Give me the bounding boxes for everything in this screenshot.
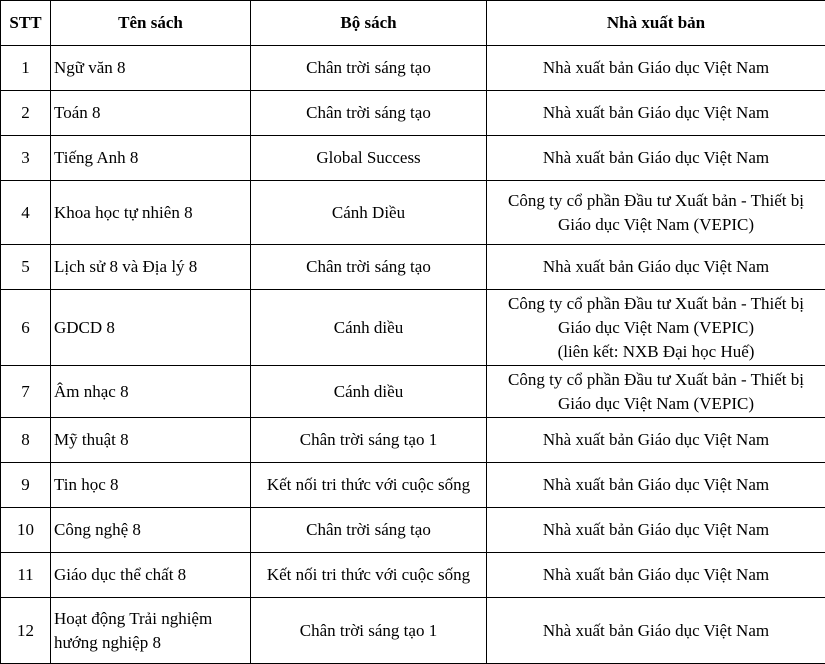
- table-row: [1, 245, 825, 290]
- book-name-line: GDCD 8: [54, 316, 248, 340]
- publisher-line: Nhà xuất bản Giáo dục Việt Nam: [489, 56, 823, 80]
- table-row: [1, 46, 825, 91]
- book-name-line: Mỹ thuật 8: [54, 428, 248, 452]
- book-name-line: Tin học 8: [54, 473, 248, 497]
- cell-book-series: Kết nối tri thức với cuộc sống: [251, 553, 487, 598]
- table-row: [1, 508, 825, 553]
- table-row: [1, 91, 825, 136]
- book-name-line: Khoa học tự nhiên 8: [54, 201, 248, 225]
- cell-book-series: Chân trời sáng tạo: [251, 245, 487, 290]
- cell-book-series: Global Success: [251, 136, 487, 181]
- cell-book-name: [51, 245, 251, 290]
- cell-book-name: [51, 553, 251, 598]
- cell-stt: 3: [1, 136, 51, 181]
- publisher-line: Nhà xuất bản Giáo dục Việt Nam: [489, 473, 823, 497]
- book-name-line: Giáo dục thể chất 8: [54, 563, 248, 587]
- table-row: [1, 366, 825, 418]
- cell-book-name: [51, 418, 251, 463]
- cell-stt: 4: [1, 181, 51, 245]
- header-row: [1, 1, 825, 46]
- table-row: [1, 418, 825, 463]
- table-row: [1, 136, 825, 181]
- publisher-line: Nhà xuất bản Giáo dục Việt Nam: [489, 619, 823, 643]
- book-name-line: Hoạt động Trải nghiệm: [54, 607, 248, 631]
- cell-book-series: Cánh diều: [251, 290, 487, 366]
- publisher-line: Nhà xuất bản Giáo dục Việt Nam: [489, 563, 823, 587]
- publisher-line: Giáo dục Việt Nam (VEPIC): [489, 316, 823, 340]
- cell-book-series: Chân trời sáng tạo: [251, 91, 487, 136]
- cell-book-name: [51, 136, 251, 181]
- cell-publisher: [487, 136, 825, 181]
- cell-book-series: Kết nối tri thức với cuộc sống: [251, 463, 487, 508]
- cell-book-name: [51, 91, 251, 136]
- cell-publisher: [487, 181, 825, 245]
- publisher-line: Công ty cổ phần Đầu tư Xuất bản - Thiết bị: [489, 292, 823, 316]
- cell-publisher: [487, 245, 825, 290]
- book-name-line: Âm nhạc 8: [54, 380, 248, 404]
- cell-book-name: [51, 508, 251, 553]
- publisher-line: Nhà xuất bản Giáo dục Việt Nam: [489, 101, 823, 125]
- table-row: [1, 290, 825, 366]
- cell-book-series: Chân trời sáng tạo: [251, 508, 487, 553]
- publisher-line: Công ty cổ phần Đầu tư Xuất bản - Thiết bị: [489, 368, 823, 392]
- book-name-line: Ngữ văn 8: [54, 56, 248, 80]
- cell-stt: 2: [1, 91, 51, 136]
- header-publisher: Nhà xuất bản: [487, 1, 825, 46]
- cell-publisher: [487, 91, 825, 136]
- cell-stt: 10: [1, 508, 51, 553]
- table-row: [1, 598, 825, 664]
- table-row: [1, 463, 825, 508]
- cell-book-name: [51, 366, 251, 418]
- table-row: [1, 181, 825, 245]
- cell-book-series: Cánh diều: [251, 366, 487, 418]
- cell-book-name: [51, 598, 251, 664]
- cell-publisher: [487, 366, 825, 418]
- book-name-line: hướng nghiệp 8: [54, 631, 248, 655]
- table-row: [1, 553, 825, 598]
- cell-publisher: [487, 463, 825, 508]
- cell-stt: 11: [1, 553, 51, 598]
- cell-book-series: Cánh Diều: [251, 181, 487, 245]
- cell-book-name: [51, 290, 251, 366]
- cell-book-series: Chân trời sáng tạo: [251, 46, 487, 91]
- cell-stt: 7: [1, 366, 51, 418]
- cell-publisher: [487, 508, 825, 553]
- cell-stt: 8: [1, 418, 51, 463]
- cell-book-name: [51, 46, 251, 91]
- book-name-line: Tiếng Anh 8: [54, 146, 248, 170]
- cell-stt: 5: [1, 245, 51, 290]
- publisher-line: Giáo dục Việt Nam (VEPIC): [489, 392, 823, 416]
- publisher-line: Nhà xuất bản Giáo dục Việt Nam: [489, 428, 823, 452]
- cell-stt: 6: [1, 290, 51, 366]
- cell-publisher: [487, 553, 825, 598]
- publisher-line: Nhà xuất bản Giáo dục Việt Nam: [489, 518, 823, 542]
- book-name-line: Công nghệ 8: [54, 518, 248, 542]
- cell-publisher: [487, 46, 825, 91]
- publisher-line: (liên kết: NXB Đại học Huế): [489, 340, 823, 364]
- publisher-line: Giáo dục Việt Nam (VEPIC): [489, 213, 823, 237]
- cell-stt: 12: [1, 598, 51, 664]
- cell-stt: 9: [1, 463, 51, 508]
- publisher-line: Nhà xuất bản Giáo dục Việt Nam: [489, 255, 823, 279]
- cell-book-name: [51, 463, 251, 508]
- book-name-line: Toán 8: [54, 101, 248, 125]
- cell-book-name: [51, 181, 251, 245]
- cell-publisher: [487, 418, 825, 463]
- header-stt: STT: [1, 1, 51, 46]
- header-book-series: Bộ sách: [251, 1, 487, 46]
- publisher-line: Nhà xuất bản Giáo dục Việt Nam: [489, 146, 823, 170]
- cell-stt: 1: [1, 46, 51, 91]
- publisher-line: Công ty cổ phần Đầu tư Xuất bản - Thiết bị: [489, 189, 823, 213]
- cell-publisher: [487, 290, 825, 366]
- cell-publisher: [487, 598, 825, 664]
- book-name-line: Lịch sử 8 và Địa lý 8: [54, 255, 248, 279]
- cell-book-series: Chân trời sáng tạo 1: [251, 598, 487, 664]
- header-book-name: Tên sách: [51, 1, 251, 46]
- cell-book-series: Chân trời sáng tạo 1: [251, 418, 487, 463]
